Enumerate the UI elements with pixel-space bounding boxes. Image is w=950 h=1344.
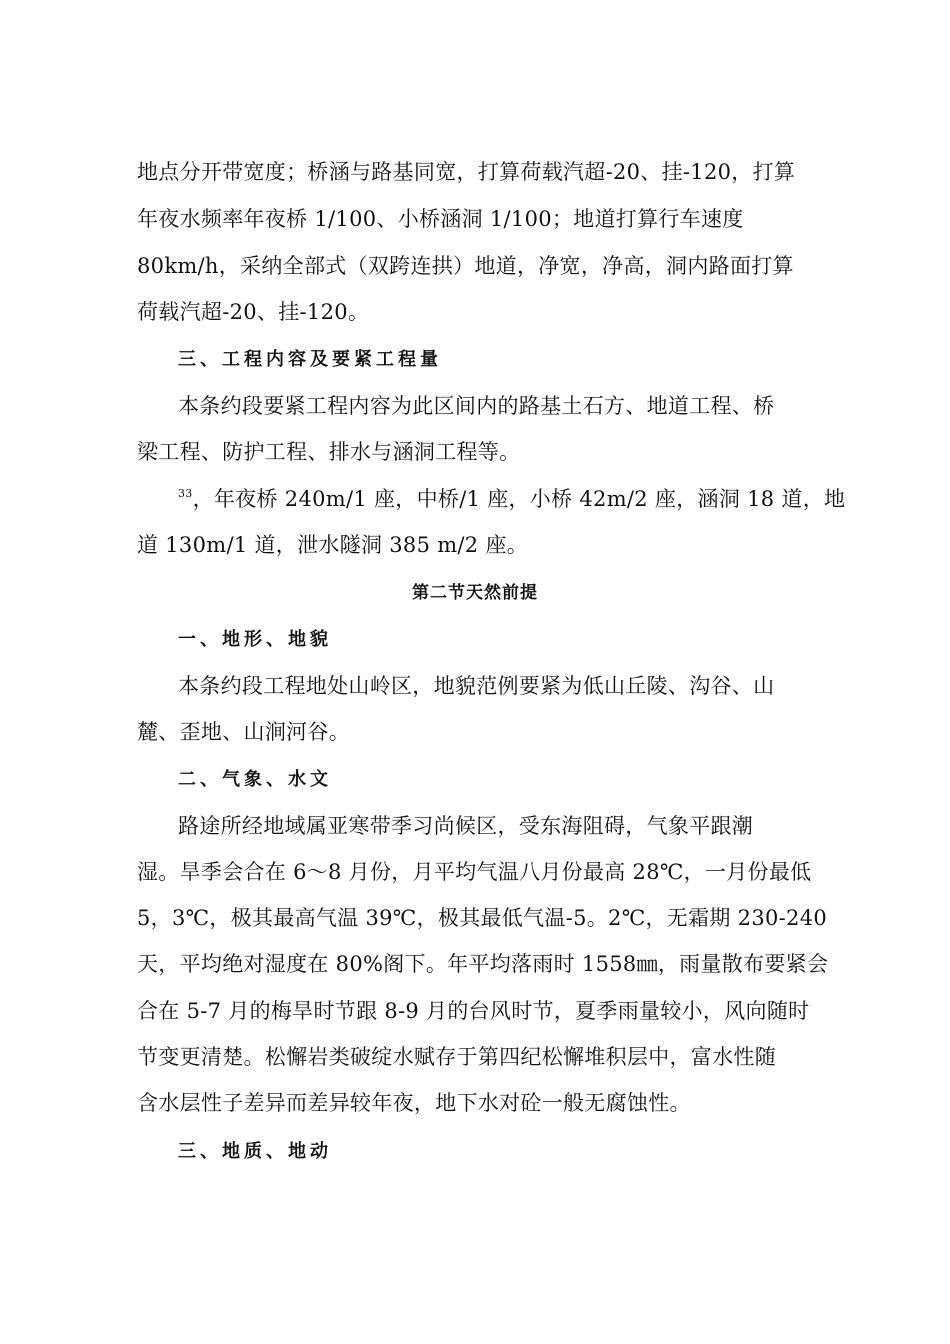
para1-line-2: 年夜水频率年夜桥 1/100、小桥涵洞 1/100；地道打算行车速度 [137,207,744,231]
para1-line-4: 荷载汽超-20、挂-120。 [137,300,370,324]
section3-para-a-line-1: 本条约段要紧工程内容为此区间内的路基土石方、地道工程、桥 [178,394,775,418]
sub2-line-4: 天，平均绝对湿度在 80%阁下。年平均落雨时 1558㎜，雨量散布要紧会 [137,952,829,976]
sub1-line-1: 本条约段工程地处山岭区，地貌范例要紧为低山丘陵、沟谷、山 [178,674,775,698]
sub2-heading: 二、气象、水文 [178,769,332,790]
section3-para-b-line-2: 道 130m/1 道，泄水隧洞 385 m/2 座。 [137,533,529,557]
para1-line-3: 80km/h，采纳全部式（双跨连拱）地道，净宽，净高，洞内路面打算 [137,254,794,278]
section3-para-a-line-2: 梁工程、防护工程、排水与涵洞工程等。 [137,440,521,464]
sub3-heading: 三、地质、地动 [178,1141,332,1162]
sub1-line-2: 麓、歪地、山涧河谷。 [137,720,350,744]
section3-heading: 三、工程内容及要紧工程量 [178,349,442,370]
section3-para-b-text: ，年夜桥 240m/1 座，中桥/1 座，小桥 42m/2 座，涵洞 18 道，地 [192,487,846,511]
para1-line-1: 地点分开带宽度；桥涵与路基同宽，打算荷载汽超-20、挂-120，打算 [137,160,796,184]
sub2-line-2: 湿。旱季会合在 6～8 月份，月平均气温八月份最高 28℃，一月份最低 [137,860,812,884]
sub2-line-1: 路途所经地域属亚寒带季习尚候区，受东海阻碍，气象平跟潮 [178,814,754,838]
sub2-line-7: 含水层性子差异而差异较年夜，地下水对砼一般无腐蚀性。 [137,1091,691,1115]
sub2-line-6: 节变更清楚。松懈岩类破绽水赋存于第四纪松懈堆积层中，富水性随 [137,1045,776,1069]
sub2-line-5: 合在 5-7 月的梅旱时节跟 8-9 月的台风时节，夏季雨量较小，风向随时 [137,999,810,1023]
section3-para-b-line-1 [178,485,868,513]
chapter-title: 第二节天然前提 [412,583,538,603]
quantity-superscript: 33 [178,487,193,500]
sub2-line-3: 5，3℃，极其最高气温 39℃，极其最低气温-5。2℃，无霜期 230-240 [137,906,828,930]
sub1-heading: 一、地形、地貌 [178,629,332,650]
